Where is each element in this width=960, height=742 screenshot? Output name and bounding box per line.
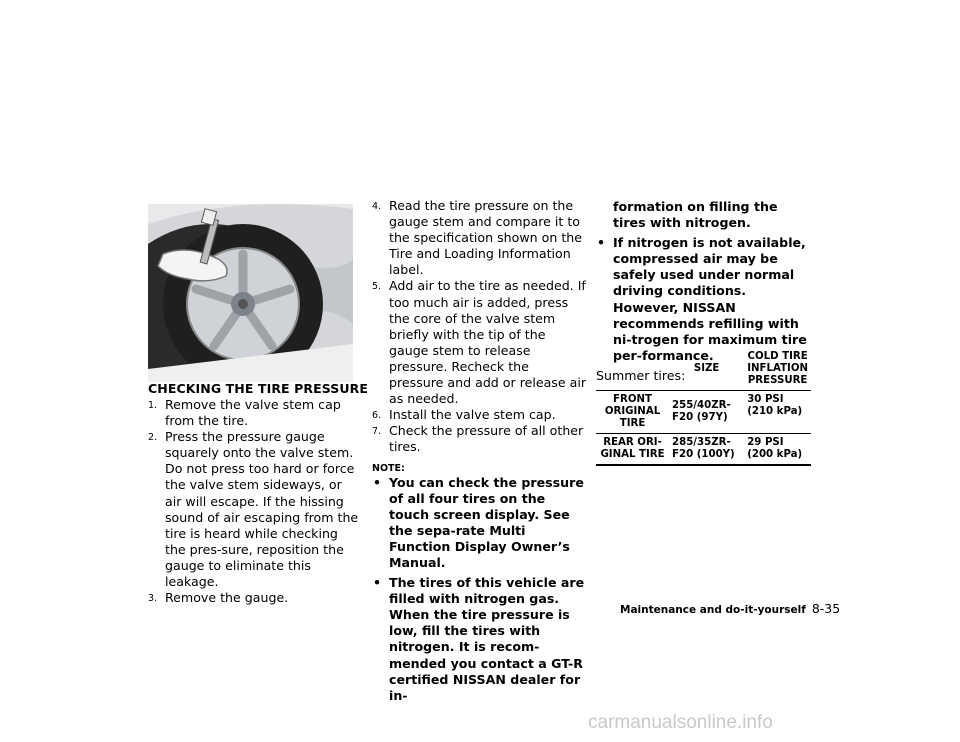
- note-text: If nitrogen is not available, compressed air may be safely used under normal driving conditions. However, NISSAN recommends refilling with ni-trogen for maximum tire per-formance.: [613, 235, 807, 363]
- note-text: You can check the pressure of all four tires on the touch screen display. See the sepa-rate Multi Function Display Owner’s Manual.: [389, 474, 584, 570]
- table-header-row: [596, 348, 811, 391]
- note-item: [596, 235, 814, 364]
- table-cell: 30 PSI (210 kPa): [744, 391, 811, 434]
- step-number: 1.: [148, 400, 158, 411]
- step-text: Remove the valve stem cap from the tire.: [165, 397, 341, 429]
- bullet-icon: •: [373, 474, 382, 490]
- bullet-icon: •: [373, 575, 382, 591]
- step-text: Read the tire pressure on the gauge stem and compare it to the specification shown on the Tire and Loading Information label.: [389, 198, 582, 278]
- step-text: Install the valve stem cap.: [389, 407, 556, 423]
- step-text: Press the pressure gauge squarely onto the valve stem. Do not press too hard or force the valve stem sideways, or air will escape. If the hissing sound of air escaping from the tire is heard while checking the pres-sure, reposition the gauge to eliminate this leakage.: [165, 429, 359, 590]
- list-item: [372, 198, 586, 278]
- step-text: Add air to the tire as needed. If too much air is added, press the core of the valve stem briefly with the tip of the gauge stem to release pressure. Recheck the pressure and add or release air as needed.: [389, 278, 587, 407]
- page-number: 8-35: [811, 601, 841, 616]
- bullet-icon: •: [597, 235, 606, 251]
- step-number: 3.: [148, 593, 158, 605]
- step-number: 6.: [372, 410, 382, 422]
- list-item: [148, 397, 360, 429]
- note-label: NOTE:: [372, 462, 405, 474]
- step-number: 2.: [148, 432, 158, 444]
- table-cell: 29 PSI (200 kPa): [744, 434, 811, 466]
- table-cell: 255/40ZR-F20 (97Y): [669, 391, 744, 434]
- table-row: [596, 391, 811, 434]
- table-caption: Summer tires:: [596, 367, 686, 383]
- steps-list-col1: [148, 397, 360, 606]
- list-item: [148, 429, 360, 590]
- note-text: The tires of this vehicle are filled with nitrogen gas. When the tire pressure is low, fill the tires with nitrogen. It is recom-mended you contact a GT-R certified NISSAN dealer for in-: [389, 575, 585, 703]
- note-continuation: formation on filling the tires with nitrogen.: [613, 199, 778, 231]
- table-cell: 285/35ZR-F20 (100Y): [669, 434, 744, 466]
- list-item: [372, 407, 586, 423]
- steps-list-col2: [372, 198, 586, 704]
- step-text: Check the pressure of all other tires.: [389, 423, 584, 455]
- list-item: [372, 278, 586, 407]
- table-header-cell: [596, 348, 669, 391]
- table-row: [596, 434, 811, 466]
- step-number: 5.: [372, 281, 382, 293]
- list-item: [372, 423, 586, 455]
- step-text: Remove the gauge.: [165, 590, 289, 606]
- page-footer: [620, 601, 840, 616]
- tire-pressure-table: [596, 348, 811, 466]
- footer-section: Maintenance and do-it-yourself: [620, 604, 806, 616]
- table-header-cell: SIZE: [669, 348, 744, 391]
- note-item: [372, 475, 586, 572]
- section-heading: CHECKING THE TIRE PRESSURE: [148, 381, 369, 396]
- step-number: 4.: [372, 201, 382, 212]
- tire-gauge-illustration: [148, 204, 353, 382]
- table-cell: REAR ORI-GINAL TIRE: [596, 434, 669, 466]
- note-item: [372, 575, 586, 704]
- table-header-cell: COLD TIRE INFLATION PRESSURE: [744, 348, 811, 391]
- watermark: carmanualsonline.info: [588, 712, 773, 733]
- list-item: [148, 590, 360, 606]
- step-number: 7.: [372, 426, 382, 438]
- table-cell: FRONT ORIGINAL TIRE: [596, 391, 669, 434]
